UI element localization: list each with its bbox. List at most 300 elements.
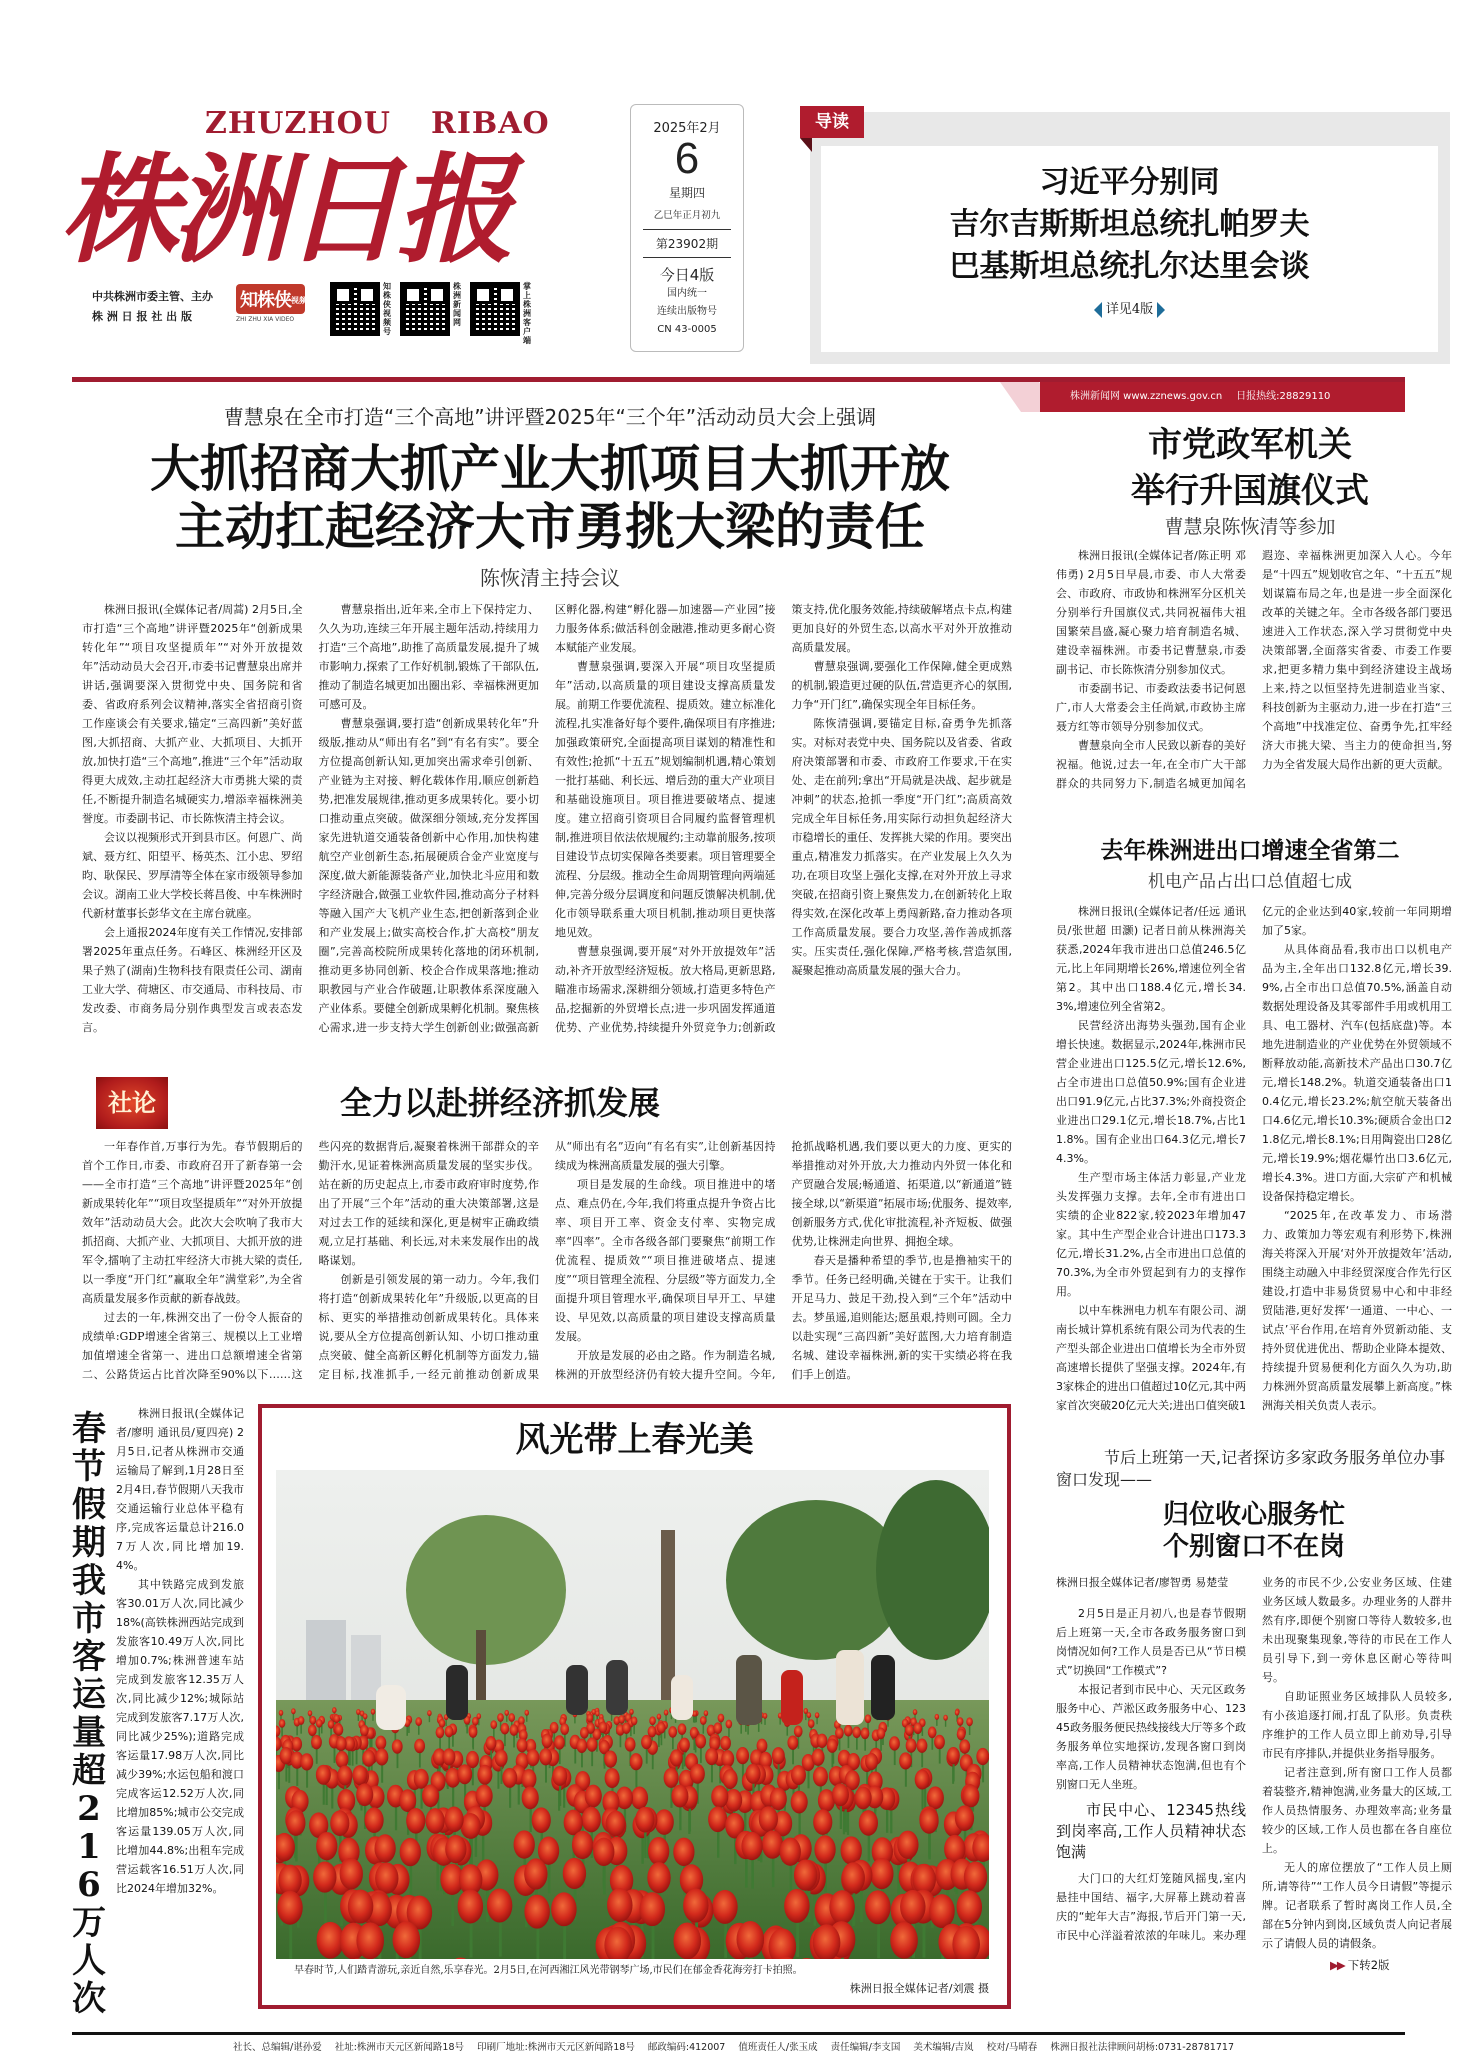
tulip-flower <box>664 1710 669 1716</box>
tulip-flower <box>712 1890 738 1924</box>
tulip-flower <box>829 1890 855 1924</box>
tulip-flower <box>524 1895 550 1929</box>
tulip-flower <box>679 1738 690 1752</box>
editorial-headline[interactable]: 全力以赴拼经济抓发展 <box>200 1081 800 1125</box>
paragraph: 过去的一年,株洲交出了一份令人振奋的成绩单:GDP增速全省第三、规模以上工业增加值增速全省第一、进出口总额增速全省第二、公路货运占比首次降至90%以下……这些闪亮的数据背后,凝聚着株洲干部群众的辛勤汗水,见证着株洲高质量发展的坚实步伐。站在新的历史起点上,市委市政府审时度势,作出了开展“三个年”活动的重大决策部署,这是对过去工作的延续和深化,更是树牢正确政绩观,立足打基础、利长远,对未来发展作出的战略谋划。 <box>82 1137 539 1384</box>
tulip-flower <box>587 1714 594 1723</box>
tulip-flower <box>957 1717 964 1726</box>
paragraph: 记者注意到,所有窗口工作人员都着装整齐,精神饱满,业务量大的区域,工作人员热情服务、办理效率高;业务量较少的区域,工作人员也都在各自座位上。 <box>1262 1763 1452 1858</box>
footer-item: 社址:株洲市天元区新闻路18号 <box>335 2040 464 2055</box>
cn-number-label-2: 连续出版物号 <box>631 303 743 321</box>
paragraph: 株洲日报讯(全媒体记者/廖明 通讯员/夏四亮) 2月5日,记者从株洲市交通运输局了解到,1月28日至2月4日,春节假期八天我市交通运输行业总体平稳有序,完成客运量总计216.07万人次,同比增加19.4%。 <box>116 1404 244 1575</box>
tulip-flower <box>780 1837 801 1865</box>
footer-imprint <box>72 2040 1405 2055</box>
tulip-flower <box>375 1736 386 1750</box>
tulip-flower <box>476 1784 493 1807</box>
tulip-flower <box>927 1786 944 1809</box>
tulip-flower <box>673 1838 694 1866</box>
cn-number: CN 43-0005 <box>631 321 743 339</box>
paragraph: 曹慧泉强调,要开展“对外开放提效年”活动,补齐开放型经济短板。放大格局,更新思路,瞄准市场需求,深耕细分领域,打造更多特色产品,挖掘新的外贸增长点;进一步巩固发挥通道优势、产业优势,持续提升外贸竞争力;创新政策支持,优化服务效能,持续破解堵点卡点,构建更加良好的外贸生态,以高水平对外开放推动高质量发展。 <box>555 600 1012 1037</box>
tulip-flower <box>532 1807 551 1833</box>
tulip-flower <box>664 1768 679 1788</box>
tulip-flower <box>576 1739 587 1753</box>
tulip-flower <box>817 1734 828 1748</box>
service-story-kicker: 节后上班第一天,记者探访多家政务服务单位办事窗口发现—— <box>1056 1447 1452 1491</box>
tulip-flower <box>279 1710 284 1716</box>
trade-story-body <box>1056 902 1452 1415</box>
footer-item: 邮政编码:412007 <box>648 2040 725 2055</box>
tulip-flower <box>439 1719 446 1728</box>
tulip-flower <box>618 1715 625 1724</box>
tulip-flower <box>955 1710 960 1716</box>
publisher-line-2: 株 洲 日 报 社 出 版 <box>92 307 213 327</box>
trade-story-subhead: 机电产品占出口总值超七成 <box>1040 870 1460 894</box>
issue-weekday: 星期四 <box>631 184 743 201</box>
tulip-flower <box>929 1894 955 1928</box>
paragraph: 一年春作首,万事行为先。春节假期后的首个工作日,市委、市政府召开了新春第一会——全市打造“三个高地”讲评暨2025年“创新成果转化年”“项目攻坚提质年”“对外开放提效年”活动动员大会。此次大会吹响了我市大抓招商、大抓产业、大抓项目、大抓开放的进军令,擂响了主动扛牢经济大市挑大梁的责任,以一季度“开门红”赢取全年“满堂彩”,为全省高质量发展多作贡献的新春战鼓。 <box>82 1137 303 1308</box>
paragraph: 株洲日报讯(全媒体记者/周蒿) 2月5日,全市打造“三个高地”讲评暨2025年“创新成果转化年”“项目攻坚提质年”“对外开放提效年”活动动员大会召开,市委书记曹慧泉出席并讲话,强调要深入贯彻党中央、国务院和省委、省政府系列会议精神,落实全省招商引资工作座谈会有关要求,锚定“三高四新”美好蓝图,大抓招商、大抓产业、大抓项目、大抓开放,加快打造“三个高地”,推进“三个年”活动取得更大成效,主动扛起经济大市勇挑大梁的责任,不断提升制造名城硬实力,增添幸福株洲美誉度。市委副书记、市长陈恢清主持会议。 <box>82 600 303 828</box>
tulip-flower <box>844 1725 853 1737</box>
tulip-flower <box>957 1729 966 1741</box>
tulip-flower <box>316 1832 337 1860</box>
tulip-flower <box>316 1719 323 1728</box>
tulip-flower <box>406 1808 425 1834</box>
qr-label: 掌上株洲客户端 <box>523 282 533 345</box>
photo-caption: 早春时节,人们踏青游玩,亲近自然,乐享春光。2月5日,在河西湘江风光带钢琴广场,市民们在郁金香花海旁打卡拍照。 <box>276 1963 989 1979</box>
tulip-flower <box>414 1769 429 1789</box>
tulip-flower <box>966 1717 973 1726</box>
flag-ceremony-subhead: 曹慧泉陈恢清等参加 <box>1050 515 1450 539</box>
tulip-flower <box>335 1724 344 1736</box>
video-logo-tag: 视频 <box>291 296 301 306</box>
tulip-flower <box>865 1753 878 1770</box>
tulip-flower <box>607 1888 633 1922</box>
tulip-flower <box>671 1785 688 1808</box>
footer-item: 社长、总编辑/谌孙爱 <box>233 2040 322 2055</box>
tulip-flower <box>356 1922 384 1959</box>
tulip-flower <box>582 1807 601 1833</box>
tulip-flower <box>959 1739 970 1753</box>
tulip-flower <box>461 1813 480 1839</box>
byline: 株洲日报全媒体记者/廖智勇 易楚莹 <box>1056 1573 1246 1592</box>
editorial-tag: 社论 <box>96 1077 168 1129</box>
issue-day: 6 <box>631 136 743 182</box>
masthead-en-word-2: RIBAO <box>431 106 550 141</box>
tulip-flower <box>595 1711 600 1717</box>
guide-tag-fold <box>800 138 812 152</box>
tulip-flower <box>280 1747 293 1764</box>
tulip-flower <box>657 1714 662 1720</box>
tulip-flower <box>551 1892 577 1926</box>
tulip-flower <box>542 1734 553 1748</box>
tulip-flower <box>865 1714 872 1723</box>
footer-item: 校对/马晴春 <box>987 2040 1038 2055</box>
arrow-left-icon <box>1094 302 1102 318</box>
tulip-flower <box>514 1830 535 1858</box>
continued-on-page-link[interactable] <box>1330 1957 1390 1973</box>
qr-code-icon <box>470 282 520 336</box>
tulip-flower <box>934 1735 945 1749</box>
tulip-flower <box>336 1737 347 1751</box>
tulip-flower <box>964 1861 987 1892</box>
tulip-flower <box>517 1738 528 1752</box>
tulip-field-photo[interactable] <box>276 1470 989 1959</box>
tulip-flower <box>415 1717 422 1726</box>
tulip-flower <box>572 1831 593 1859</box>
tulip-flower <box>708 1806 727 1832</box>
tulip-flower <box>605 1768 620 1788</box>
tulip-flower <box>593 1838 614 1866</box>
guide-see-page-text: 详见4版 <box>1106 302 1153 317</box>
hotline: 日报热线:28829110 <box>1236 391 1330 402</box>
guide-tag: 导读 <box>800 106 864 138</box>
guide-headline-line-3: 巴基斯坦总统扎尔达里会谈 <box>821 246 1438 288</box>
tulip-flower <box>552 1766 567 1786</box>
news-website[interactable]: 株洲新闻网 www.zznews.gov.cn <box>1070 391 1222 402</box>
tulip-flower <box>890 1922 918 1959</box>
tulip-flower <box>363 1713 368 1719</box>
tulip-flower <box>313 1861 336 1892</box>
tulip-flower <box>976 1748 989 1765</box>
tulip-flower <box>525 1710 530 1716</box>
footer-item: 美术编辑/吉岚 <box>913 2040 973 2055</box>
paragraph: 无人的席位摆放了“工作人员上厕所,请等待”“工作人员今日请假”等提示牌。记者联系了暂时离岗工作人员,全部在5分钟内到岗,区域负责人向记者展示了请假人员的请假条。 <box>1262 1858 1452 1953</box>
lead-headline-line-1: 大抓招商大抓产业大抓项目大抓开放 <box>70 440 1030 498</box>
paragraph: 以中车株洲电力机车有限公司、湖南长城计算机系统有限公司为代表的生产型头部企业进出口值增长为全市外贸高速增长提供了坚强支撑。2024年,有3家株企的进出口值超过10亿元,其中两家首次突破20亿元大关;进出口值突破1亿元的企业达到40家,较前一年同期增加了5家。 <box>1056 902 1452 1415</box>
publisher-line-1: 中共株洲市委主管、主办 <box>92 287 213 307</box>
tulip-flower <box>500 1723 509 1735</box>
tulip-flower <box>340 1858 363 1889</box>
video-channel-logo[interactable] <box>236 284 314 323</box>
tulip-flower <box>352 1765 367 1785</box>
tulip-flower <box>286 1810 305 1836</box>
tulip-flower <box>852 1727 861 1739</box>
tulip-flower <box>486 1736 497 1750</box>
tulip-flower <box>759 1806 778 1832</box>
tulip-flower <box>371 1709 376 1715</box>
tulip-flower <box>695 1734 706 1748</box>
tulip-flower <box>316 1765 331 1785</box>
service-headline-line-2: 个别窗口不在岗 <box>1056 1531 1452 1563</box>
tulip-flower <box>897 1831 918 1859</box>
tulip-flower <box>859 1810 878 1836</box>
tulip-flower <box>311 1735 322 1749</box>
footer-item: 责任编辑/李支国 <box>831 2040 901 2055</box>
tulip-flower <box>726 1720 733 1729</box>
masthead-en-word-1: ZHUZHOU <box>205 106 391 141</box>
tulip-flower <box>678 1723 687 1735</box>
tulip-flower <box>333 1714 340 1723</box>
lead-story-subhead: 陈恢清主持会议 <box>80 565 1020 591</box>
tulip-flower <box>807 1712 812 1718</box>
tulip-flower <box>700 1716 707 1725</box>
tulip-flower <box>631 1717 638 1726</box>
paragraph: 民营经济出海势头强劲,国有企业增长快速。数据显示,2024年,株洲市民营企业进出口125.5亿元,增长12.6%,占全市进出口总值50.9%;国有企业进出口91.9亿元,占比37.3%;外商投资企业进出口29.1亿元,增长18.7%,占比11.8%。国有企业出口64.3亿元,增长74.3%。 <box>1056 1016 1246 1168</box>
tulip-flower <box>813 1767 828 1787</box>
tulip-flower <box>832 1783 849 1806</box>
tulip-flower <box>913 1709 918 1715</box>
tulip-flower <box>955 1805 974 1831</box>
tulip-flower <box>683 1889 709 1923</box>
flag-headline-line-1: 市党政军机关 <box>1050 422 1450 468</box>
tulip-flower <box>291 1708 296 1714</box>
tulip-flower <box>635 1807 654 1833</box>
section-subhead: 市民中心、12345热线到岗率高,工作人员精神状态饱满 <box>1056 1800 1246 1863</box>
qr-code-icon <box>400 282 450 336</box>
tulip-flower <box>457 1764 472 1784</box>
issue-date-box <box>630 104 744 352</box>
double-arrow-icon: ▶▶ <box>1330 1958 1344 1972</box>
masthead-logo: 株洲日报 <box>60 135 600 285</box>
tulip-flower <box>490 1720 497 1729</box>
tulip-flower <box>647 1862 670 1893</box>
paragraph: 大门口的大红灯笼随风摇曳,室内悬挂中国结、福字,大屏幕上跳动着喜庆的“蛇年大吉”海报,节后开门第一天,市民中心洋溢着浓浓的年味儿。来办理业务的市民不少,公安业务区域、住建业务区域人数最多。办理业务的人群井然有序,即便个别窗口等待人数较多,也未出现聚集现象,等待的市民在工作人员引导下,到一旁休息区耐心等待叫号。 <box>1056 1573 1452 1953</box>
tulip-flower <box>815 1712 820 1718</box>
editorial-body <box>82 1137 1012 1384</box>
tulip-flower <box>772 1747 785 1764</box>
tulip-flower <box>469 1726 478 1738</box>
tulip-flower <box>585 1785 602 1808</box>
issue-lunar-date: 乙巳年正月初九 <box>631 207 743 221</box>
qr-code-news-site[interactable] <box>400 282 463 336</box>
tulip-flower <box>917 1738 928 1752</box>
tulip-flower <box>308 1724 317 1736</box>
tulip-flower <box>298 1716 305 1725</box>
tulip-flower <box>914 1722 923 1734</box>
tulip-flower <box>741 1832 762 1860</box>
transport-story-headline[interactable]: 春节假期我市客运量超216万人次 <box>66 1410 112 2018</box>
paragraph: 项目是发展的生命线。项目推进中的堵点、难点仍在,今年,我们将重点提升争资占比率、项目开工率、资金支付率、实物完成率“四率”。全市各级各部门要聚焦“前期工作优流程、提质效”“项目推进破堵点、提速度”“项目管理全流程、分层级”等方面发力,全面提升项目管理水平,确保项目早开工、早建设、早见效,以高质量的项目建设支撑高质量发展。 <box>555 1175 776 1346</box>
tulip-flower <box>337 1765 352 1785</box>
tulip-flower <box>919 1808 938 1834</box>
tulip-flower <box>599 1722 608 1734</box>
flag-headline-line-2: 举行升国旗仪式 <box>1050 468 1450 514</box>
arrow-right-icon <box>1157 302 1165 318</box>
flag-ceremony-headline[interactable] <box>1050 422 1450 514</box>
paragraph: 曹慧泉强调,要打造“创新成果转化年”升级版,推动从“师出有名”到“有名有实”。要全方位提高创新认知,更加突出需求牵引创新、产业链为主对接、孵化载体作用,顺应创新趋势,把准发展规律,推动更多成果转化。要小切口推动重点突破。做深细分领域,充分发挥国家先进轨道交通装备创新中心作用,加快构建航空产业创新生态,拓展硬质合金产业宽度与深度,做大新能源装备产业,加快北斗应用和数字经济融合,做强工业软件园,推动高分子材料等融入国产大飞机产业生态,把创新落到企业和产业发展上;做实高校合作,扩大高校“朋友圈”,完善高校院所成果转化落地的闭环机制,推动更多协同创新、校企合作成果落地;推动职教园与产业合作破题,让职教体系深度融入产业体系。要健全创新成果孵化机制。聚焦核心需求,进一步支持大学生创新创业;做强高新区孵化器,构建“孵化器—加速器—产业园”接力服务体系;做活科创金融港,推动更多耐心资本赋能产业发展。 <box>319 600 776 1037</box>
tulip-flower <box>539 1748 552 1765</box>
service-story-headline[interactable] <box>1056 1499 1452 1563</box>
tulip-flower <box>736 1921 764 1958</box>
tulip-flower <box>705 1748 718 1765</box>
trade-story-headline[interactable]: 去年株洲进出口增速全省第二 <box>1040 836 1460 866</box>
tulip-flower <box>444 1807 463 1833</box>
footer-item: 株洲日报社法律顾问胡杨:0731-28781717 <box>1050 2040 1234 2055</box>
tulip-flower <box>336 1751 349 1768</box>
tulip-flower <box>436 1727 445 1739</box>
tulip-photo-illustration <box>276 1470 989 1959</box>
qr-code-mobile-app[interactable] <box>470 282 533 345</box>
tulip-flower <box>308 1710 313 1716</box>
tulip-flower <box>711 1785 728 1808</box>
paragraph: “2025年,在改革发力、市场潜力、政策加力等宏观有利形势下,株洲海关将深入开展‘对外开放提效年’活动,围绕主动融入中非经贸深度合作先行区建设,打造中非易货贸易中心和中非经贸陆港,更好发挥‘一通道、一中心、一试点’平台作用,在培育外贸新动能、支持外贸优进优出、帮助企业降本提效、持续提升贸易便利化方面久久为功,助力株洲外贸高质量发展攀上新高度。”株洲海关相关负责人表示。 <box>1262 1206 1452 1415</box>
tulip-flower <box>332 1707 337 1713</box>
tulip-flower <box>360 1725 369 1737</box>
tulip-flower <box>865 1890 891 1924</box>
tulip-flower <box>649 1716 656 1725</box>
service-story-body <box>1056 1573 1452 1953</box>
tulip-flower <box>458 1889 484 1923</box>
tulip-flower <box>445 1726 454 1738</box>
qr-code-icon <box>330 282 380 336</box>
tulip-flower <box>630 1753 643 1770</box>
tulip-flower <box>906 1738 917 1752</box>
tulip-flower <box>877 1728 886 1740</box>
paragraph: 会议以视频形式开到县市区。何恩广、尚斌、聂方红、阳望平、杨英杰、江小忠、罗绍昀、耿保民、罗厚清等全体在家市级领导参加会议。湖南工业大学校长蒋昌俊、中车株洲时代新材董事长彭华文在主席台就座。 <box>82 828 303 923</box>
tulip-flower <box>348 1890 374 1924</box>
tulip-flower <box>310 1716 317 1725</box>
tulip-flower <box>400 1838 421 1866</box>
tulip-flower <box>928 1727 937 1739</box>
paragraph: 株洲日报讯(全媒体记者/任远 通讯员/张世超 田灏) 记者日前从株洲海关获悉,2024年我市进出口总值246.5亿元,比上年同期增长26%,增速位列全省第2。其中出口188.4亿元,增长34.3%,增速位列全省第2。 <box>1056 902 1246 1016</box>
paragraph: 陈恢清强调,要锚定目标,奋勇争先抓落实。对标对表党中央、国务院以及省委、省政府决策部署和市委、市政府工作要求,干在实处、走在前列;拿出“开局就是决战、起步就是冲刺”的状态,抢抓一季度“开门红”;高质高效完成全年目标任务,用实际行动担负起经济大市稳增长的重任、发挥挑大梁的作用。要突出重点,精准发力抓落实。在产业发展上久久为功,在项目攻坚上强化支撑,在对外开放上寻求突破,在招商引资上聚焦发力,在创新转化上取得实效,在深化改革上勇闯新路,奋力推动各项工作高质量发展。要合力攻坚,善作善成抓落实。压实责任,强化保障,严格考核,营造氛围,凝聚起推动高质量发展的强大合力。 <box>792 714 1013 980</box>
tulip-flower <box>957 1890 983 1924</box>
paragraph: 自助证照业务区域排队人员较多,有小孩追逐打闹,打乱了队形。负责秩序维护的工作人员立即上前劝导,引导市民有序排队,并提供业务指导服务。 <box>1262 1687 1452 1763</box>
paragraph: 本报记者到市民中心、天元区政务服务中心、芦淞区政务服务中心、12345政务服务便民热线接线大厅等多个政务服务单位实地探访,发现各窗口到岗率高,工作人员精神状态饱满,但也有个别窗口无人坐班。 <box>1056 1680 1246 1794</box>
tulip-flower <box>704 1710 709 1716</box>
paragraph: 株洲日报讯(全媒体记者/陈正明 邓伟勇) 2月5日早晨,市委、市人大常委会、市政府、市政协和株洲军分区机关分别举行升国旗仪式,共同祝福伟大祖国繁荣昌盛,凝心聚力培育制造名城、建设幸福株洲。市委书记曹慧泉,市委副书记、市长陈恢清分别参加仪式。 <box>1056 546 1246 679</box>
tulip-flower <box>900 1890 926 1924</box>
transport-story-body <box>116 1404 244 1898</box>
tulip-flower <box>422 1784 439 1807</box>
tulip-flower <box>736 1747 749 1764</box>
tulip-flower <box>445 1835 466 1863</box>
tulip-flower <box>690 1764 705 1784</box>
tulip-flower <box>668 1726 677 1738</box>
paragraph: 曹慧泉指出,近年来,全市上下保持定力、久久为功,连续三年开展主题年活动,持续用力打造“三个高地”,助推了高质量发展,提升了城市影响力,探索了工作好机制,锻炼了干部队伍,推动了制造名城更加出圈出彩、幸福株洲更加可感可及。 <box>319 600 540 714</box>
qr-label: 知株侠视频号 <box>383 282 393 336</box>
tulip-flower <box>640 1892 666 1926</box>
tulip-flower <box>622 1722 631 1734</box>
tulip-flower <box>375 1863 398 1894</box>
tulip-flower <box>808 1719 815 1728</box>
footer-divider <box>72 2032 1405 2035</box>
tulip-flower <box>713 1722 722 1734</box>
tulip-flower <box>641 1735 652 1749</box>
tulip-flower <box>915 1770 930 1790</box>
tulip-flower <box>580 1727 589 1739</box>
guide-headline[interactable] <box>821 162 1438 288</box>
tulip-flower <box>631 1787 648 1810</box>
tulip-flower <box>763 1713 768 1719</box>
tulip-flower <box>606 1811 625 1837</box>
footer-item: 印刷厂地址:株洲市天元区新闻路18号 <box>477 2040 635 2055</box>
issue-page-count: 今日4版 <box>631 264 743 285</box>
lead-headline-line-2: 主动扛起经济大市勇挑大梁的责任 <box>70 498 1030 556</box>
paragraph: 从具体商品看,我市出口以机电产品为主,全年出口132.8亿元,增长39.9%,占全市出口总值70.5%,涵盖自动数据处理设备及其零部件手用或机用工具、电工器材、汽车(包括底盘)等。本地先进制造业的产业优势在外贸领域不断释放动能,高新技术产品出口30.7亿元,增长148.2%。轨道交通装备出口10.4亿元,增长23.2%;航空航天装备出口4.6亿元,增长10.3%;硬质合金出口21.8亿元,增长8.1%;日用陶瓷出口28亿元,增长19.9%;烟花爆竹出口3.6亿元,增长4.3%。进口方面,大宗矿产和机械设备保持稳定增长。 <box>1262 940 1452 1206</box>
tulip-flower <box>364 1807 383 1833</box>
tulip-flower <box>791 1791 808 1814</box>
tulip-flower <box>414 1739 425 1753</box>
tulip-flower <box>842 1862 865 1893</box>
flag-ceremony-body <box>1056 546 1452 793</box>
tulip-flower <box>870 1858 893 1889</box>
tulip-flower <box>814 1835 835 1863</box>
tulip-flower <box>813 1809 832 1835</box>
tulip-flower <box>827 1738 838 1752</box>
guide-see-page-link[interactable] <box>821 298 1438 318</box>
tulip-flower <box>673 1922 701 1959</box>
guide-headline-line-1: 习近平分别同 <box>821 162 1438 204</box>
tulip-flower <box>497 1713 504 1722</box>
tulip-flower <box>812 1749 825 1766</box>
tulip-flower <box>524 1858 547 1889</box>
tulip-flower <box>279 1719 286 1728</box>
continued-text: 下转2版 <box>1348 1958 1390 1972</box>
tulip-flower <box>526 1749 539 1766</box>
issue-number: 第23902期 <box>643 229 731 258</box>
tulip-flower <box>604 1751 617 1768</box>
tulip-flower <box>392 1739 403 1753</box>
tulip-flower <box>625 1737 636 1751</box>
tulip-flower <box>521 1769 536 1789</box>
tulip-flower <box>393 1921 421 1958</box>
paragraph: 创新是引领发展的第一动力。今年,我们将打造“创新成果转化年”升级版,以更高的目标、更实的举措推动创新成果转化。具体来说,要从全方位提高创新认知、小切口推动重点突破、健全高新区孵化机制等方面发力,锚定目标,找准抓手,一经元前推动创新成果从“师出有名”迈向“有名有实”,让创新基因持续成为株洲高质量发展的强大引擎。 <box>319 1137 776 1384</box>
paragraph: 生产型市场主体活力彰显,产业龙头发挥强力支撑。去年,全市有进出口实绩的企业822家,较2023年增加47家。其中生产型企业合计进出口173.3亿元,增长31.2%,占全市进出口总值的70.3%,为全市外贸起到有力的支撑作用。 <box>1056 1168 1246 1301</box>
lead-story-headline[interactable] <box>70 440 1030 556</box>
service-headline-line-1: 归位收心服务忙 <box>1056 1499 1452 1531</box>
guide-box[interactable] <box>810 112 1450 364</box>
paragraph: 开放是发展的必由之路。作为制造名城,株洲的开放型经济仍有较大提升空间。今年,抢抓战略机遇,我们要以更大的力度、更实的举措推动对外开放,大力推动内外贸一体化和产贸融合发展;畅通道、拓渠道,以“新通道”链接全球,以“新渠道”拓展市场;优服务、提效率,创新服务方式,优化审批流程,补齐短板、做强优势,让株洲走向世界、拥抱全球。 <box>555 1137 1012 1384</box>
tulip-flower <box>495 1750 508 1767</box>
video-logo-text: 知株侠 <box>240 290 291 311</box>
tulip-flower <box>935 1714 940 1720</box>
tulip-flower <box>375 1748 388 1765</box>
tulip-flower <box>655 1809 674 1835</box>
footer-item: 值班责任人/张玉成 <box>738 2040 817 2055</box>
tulip-flower <box>508 1713 515 1722</box>
publisher-info <box>92 287 213 327</box>
tulip-flower <box>670 1749 683 1766</box>
tulip-flower <box>477 1765 492 1785</box>
tulip-flower <box>300 1753 313 1770</box>
tulip-flower <box>487 1888 513 1922</box>
cn-number-label-1: 国内统一 <box>631 285 743 303</box>
tulip-flower <box>962 1785 979 1808</box>
tulip-flower <box>693 1711 698 1717</box>
lead-story-body <box>82 600 1012 1037</box>
tulip-flower <box>947 1747 960 1764</box>
photo-credit: 株洲日报全媒体记者/刘震 摄 <box>276 1981 989 1997</box>
tulip-flower <box>427 1710 432 1716</box>
tulip-flower <box>472 1717 479 1726</box>
qr-label: 株洲新闻网 <box>453 282 463 327</box>
paragraph: 曹慧泉强调,要深入开展“项目攻坚提质年”活动,以高质量的项目建设支撑高质量发展。前期工作要优流程、提质效。建立标准化流程,扎实准备好每个要件,确保项目有序推进;加强政策研究,全面提高项目谋划的精准性和有效性;抢抓“十五五”规划编制机遇,精心策划一批打基础、利长远、增后劲的重大产业项目和基础设施项目。项目推进要破堵点、提速度。建立招商引资项目合同履约监督管理机制,推进项目依法依规履约;主动靠前服务,按项目建设节点切实保障各类要素。项目管理要全流程、分层级。推动全生命周期管理向两端延伸,完善分级分层调度和问题反馈解决机制,优化市领导联系重大项目机制,推动项目更快落地见效。 <box>555 657 776 942</box>
tulip-flower <box>721 1750 734 1767</box>
tulip-flower <box>723 1769 738 1789</box>
tulip-flower <box>770 1787 787 1810</box>
tulip-flower <box>560 1723 569 1735</box>
tulip-flower <box>510 1724 519 1736</box>
tulip-flower <box>563 1858 586 1889</box>
paragraph: 2月5日是正月初八,也是春节假期后上班第一天,全市各政务服务窗口到岗情况如何?工作人员是否已从“节日模式”切换回“工作模式”? <box>1056 1604 1246 1680</box>
tulip-flower <box>277 1891 303 1925</box>
tulip-flower <box>374 1834 395 1862</box>
tulip-flower <box>657 1722 666 1734</box>
paragraph: 其中铁路完成到发旅客30.01万人次,同比减少18%(高铁株洲西站完成到发旅客10.49万人次,同比增加0.7%;株洲普速车站完成到发旅客12.35万人次,同比减少12%;城际站完成到发旅客7.17万人次,同比减少25%);道路完成客运量17.98万人次,同比减少39%;水运包船和渡口完成客运12.52万人次,同比增加85%;城市公交完成客运量139.05万人次,同比增加44.8%;出租车完成营运载客16.51万人次,同比2024年增加32%。 <box>116 1575 244 1898</box>
tulip-flower <box>899 1752 912 1769</box>
tulip-flower <box>905 1724 914 1736</box>
paragraph: 曹慧泉强调,要强化工作保障,健全更成熟的机制,锻造更过硬的队伍,营造更齐心的氛围,力争“开门红”,确保实现全年目标任务。 <box>792 657 1013 714</box>
paragraph: 会上通报2024年度有关工作情况,安排部署2025年重点任务。石峰区、株洲经开区及果子熟了(湖南)生物科技有限责任公司、湖南工业大学、荷塘区、市交通局、市科技局、市发改委、市商务局分别作典型发言或表态发言。 <box>82 923 303 1037</box>
paragraph: 春天是播种希望的季节,也是撸袖实干的季节。任务已经明确,关键在于实干。让我们开足马力、鼓足干劲,投入到“三个年”活动中去。梦虽遥,追则能达;愿虽艰,持则可圆。全力以赴实现“三高四新”美好蓝图,大力培育制造名城、建设幸福株洲,新的实干实绩必将在我们手上创造。 <box>792 1251 1013 1384</box>
tulip-flower <box>746 1764 761 1784</box>
lead-story-kicker: 曹慧泉在全市打造“三个高地”讲评暨2025年“三个年”活动动员大会上强调 <box>80 404 1020 430</box>
web-info-bar <box>1040 382 1405 412</box>
video-logo-subtitle: ZHI ZHU XIA VIDEO <box>236 316 314 323</box>
tulip-flower <box>861 1728 870 1740</box>
qr-code-video-account[interactable] <box>330 282 393 336</box>
